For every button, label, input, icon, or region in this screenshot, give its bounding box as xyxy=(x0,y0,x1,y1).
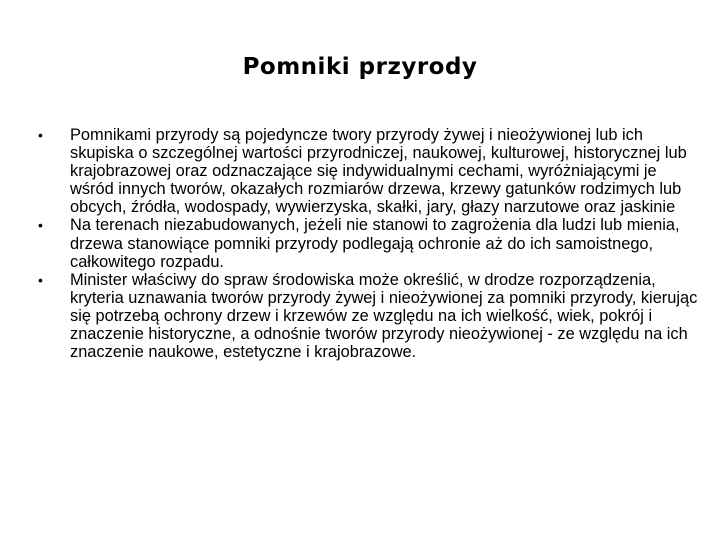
bullet-text: Minister właściwy do spraw środowiska może określić, w drodze rozporządzenia, kryteria uznawania tworów przyrody żywej i nieożywionej za pomniki przyrody, kierując się potrzebą ochrony drzew i krzewów ze względu na ich wielkość, wiek, pokrój i znaczenie historyczne, a odnośnie tworów przyrody nieożywionej - ze względu na ich znaczenie naukowe, estetyczne i krajobrazowe. xyxy=(70,270,698,362)
bullet-marker: • xyxy=(38,271,43,288)
bullet-item-minister xyxy=(38,271,698,361)
bullet-text: Na terenach niezabudowanych, jeżeli nie stanowi to zagrożenia dla ludzi lub mienia, drzewa stanowiące pomniki przyrody podlegają ochronie aż do ich samoistnego, całkowitego rozpadu. xyxy=(70,216,680,271)
bullet-marker: • xyxy=(38,127,43,143)
bullet-list xyxy=(38,126,698,361)
bullet-item-protection xyxy=(38,216,698,270)
bullet-text: Pomnikami przyrody są pojedyncze twory przyrody żywej i nieożywionej lub ich skupiska o szczególnej wartości przyrodniczej, naukowej, kulturowej, historycznej lub krajobrazowej oraz odznaczające się indywidualnymi cechami, wyróżniającymi je wśród innych tworów, okazałych rozmiarów drzewa, krzewy gatunków rodzimych lub obcych, źródła, wodospady, wywierzyska, skałki, jary, głazy narzutowe oraz jaskinie xyxy=(70,126,687,217)
slide-title: Pomniki przyrody xyxy=(242,54,478,80)
bullet-item-definition xyxy=(38,126,698,216)
bullet-marker: • xyxy=(38,217,43,234)
